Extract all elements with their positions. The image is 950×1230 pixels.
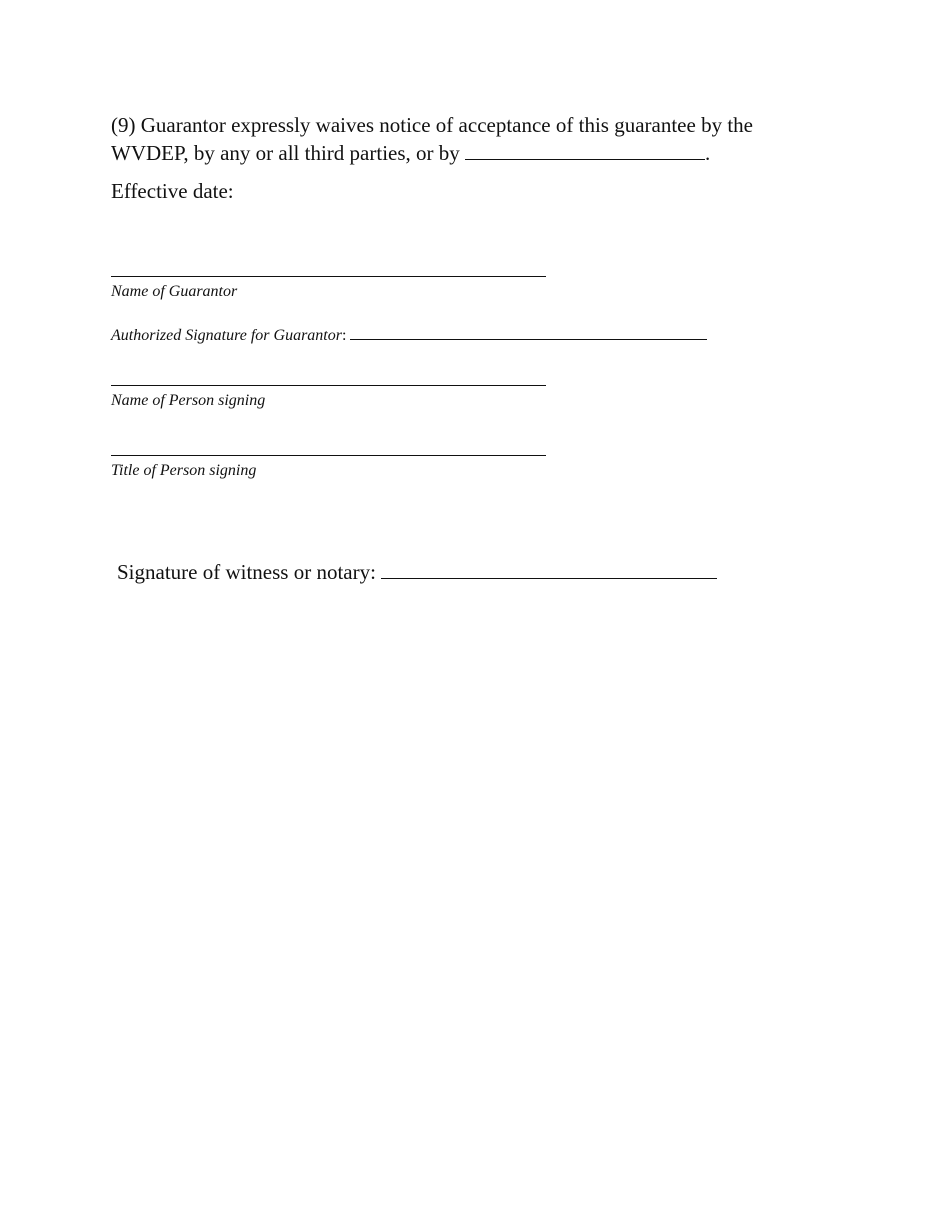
name-of-guarantor-line[interactable] [111,276,546,277]
authorized-signature-label: Authorized Signature for Guarantor [111,327,342,344]
paragraph-9-line-2-text: WVDEP, by any or all third parties, or by [111,141,460,165]
paragraph-9-line-1: (9) Guarantor expressly waives notice of acceptance of this guarantee by the [111,113,753,137]
authorized-signature-colon: : [341,327,347,344]
name-of-person-line[interactable] [111,385,546,386]
name-of-person-caption: Name of Person signing [111,392,266,409]
authorized-signature-field[interactable] [350,338,707,340]
paragraph-9-line-2 [111,139,710,167]
authorized-signature-row [111,326,707,346]
witness-signature-field[interactable] [381,577,717,579]
witness-label: Signature of witness or notary: [117,560,376,584]
paragraph-9-period: . [705,141,711,165]
third-party-blank-field[interactable] [465,158,705,160]
title-of-person-caption: Title of Person signing [111,462,257,479]
title-of-person-line[interactable] [111,455,546,456]
witness-row [117,558,717,586]
name-of-guarantor-caption: Name of Guarantor [111,283,238,300]
effective-date-label: Effective date: [111,179,234,203]
